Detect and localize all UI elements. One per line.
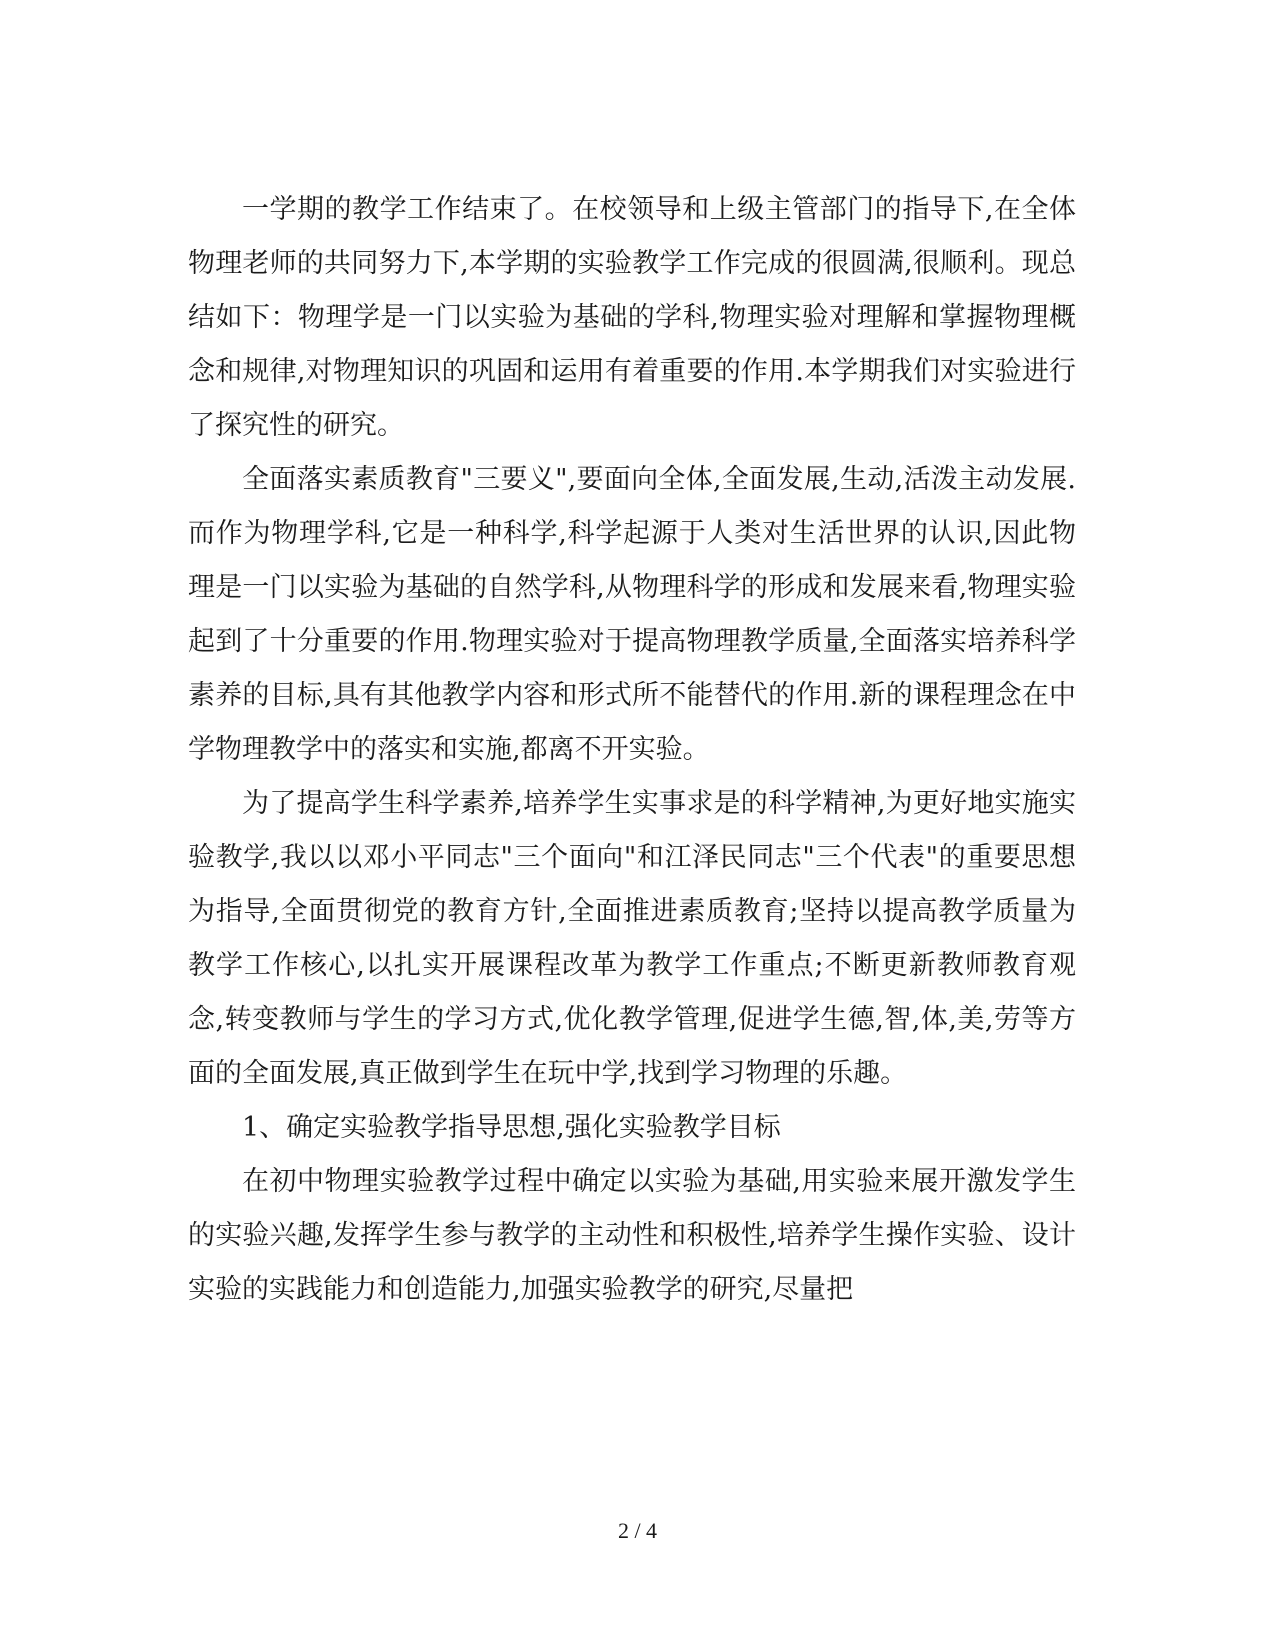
paragraph: 一学期的教学工作结束了。在校领导和上级主管部门的指导下,在全体物理老师的共同努力下,本学期的实验教学工作完成的很圆满,很顺利。现总结如下：物理学是一门以实验为基础的学科,物理实验对理解和掌握物理概念和规律,对物理知识的巩固和运用有着重要的作用.本学期我们对实验进行了探究性的研究。 xyxy=(188,194,1076,441)
paragraph: 在初中物理实验教学过程中确定以实验为基础,用实验来展开激发学生的实验兴趣,发挥学生参与教学的主动性和积极性,培养学生操作实验、设计实验的实践能力和创造能力,加强实验教学的研究,尽量把 xyxy=(188,1166,1076,1305)
paragraph: 全面落实素质教育"三要义",要面向全体,全面发展,生动,活泼主动发展.而作为物理学科,它是一种科学,科学起源于人类对生活世界的认识,因此物理是一门以实验为基础的自然学科,从物理科学的形成和发展来看,物理实验起到了十分重要的作用.物理实验对于提高物理教学质量,全面落实培养科学素养的目标,具有其他教学内容和形式所不能替代的作用.新的课程理念在中学物理教学中的落实和实施,都离不开实验。 xyxy=(188,464,1076,765)
paragraph: 为了提高学生科学素养,培养学生实事求是的科学精神,为更好地实施实验教学,我以以邓小平同志"三个面向"和江泽民同志"三个代表"的重要思想为指导,全面贯彻党的教育方针,全面推进素质教育;坚持以提高教学质量为教学工作核心,以扎实开展课程改革为教学工作重点;不断更新教师教育观念,转变教师与学生的学习方式,优化教学管理,促进学生德,智,体,美,劳等方面的全面发展,真正做到学生在玩中学,找到学习物理的乐趣。 xyxy=(188,788,1076,1089)
page-number: 2 / 4 xyxy=(617,1518,658,1543)
document-body xyxy=(188,183,1076,1317)
section-heading: 1、确定实验教学指导思想,强化实验教学目标 xyxy=(242,1112,781,1143)
